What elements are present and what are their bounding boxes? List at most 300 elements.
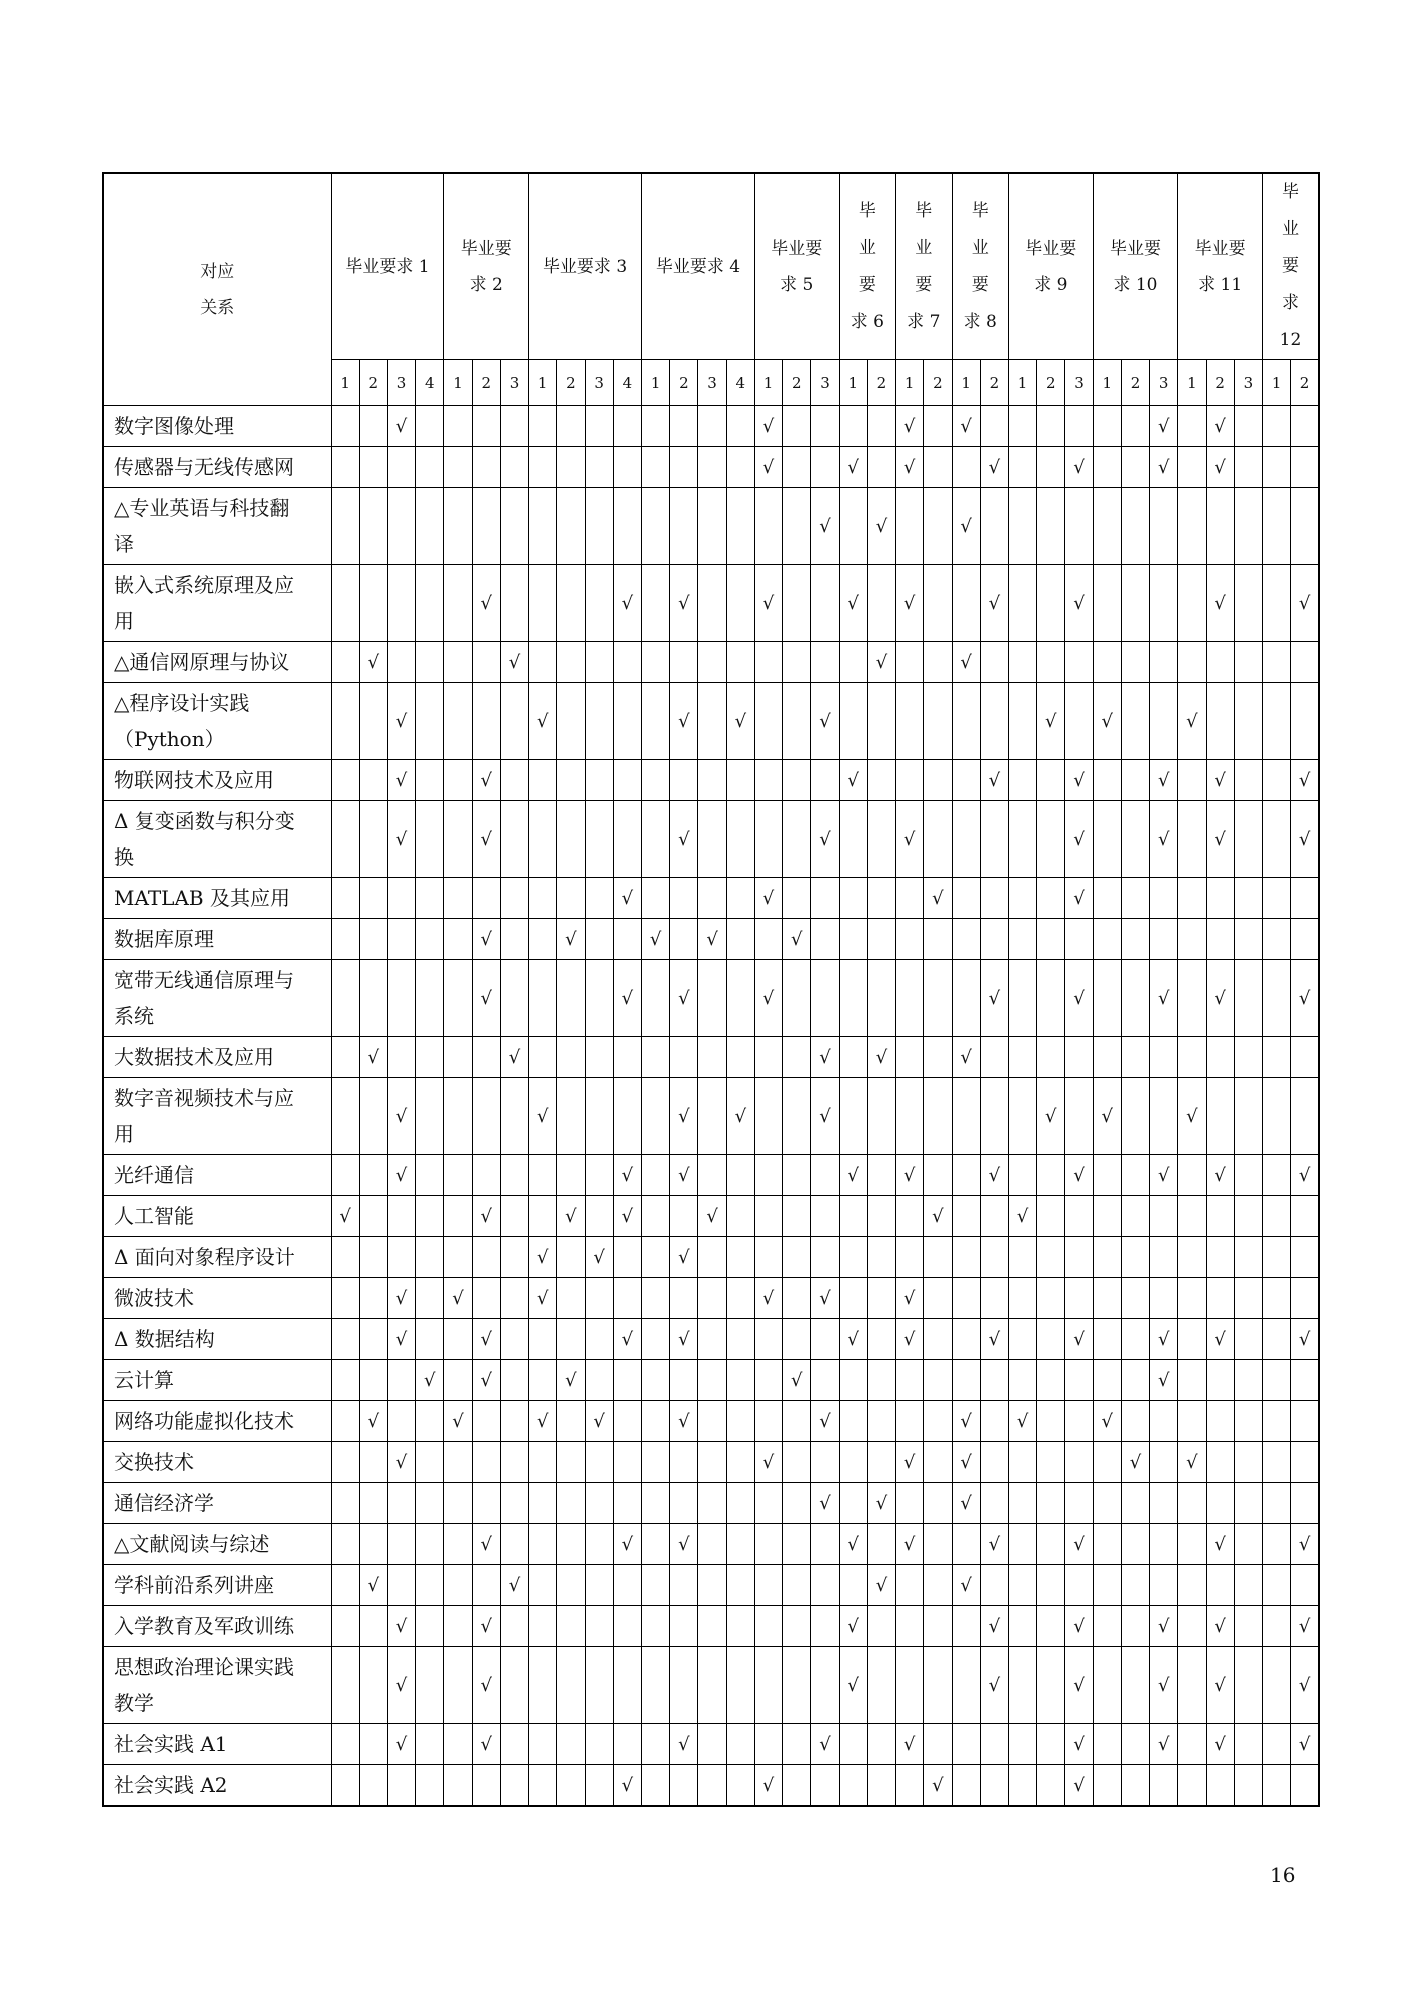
mapping-cell (642, 878, 670, 919)
check-mark: √ (819, 710, 831, 732)
sub-requirement-header: 4 (613, 360, 641, 406)
mapping-cell (472, 1360, 500, 1401)
mapping-cell (1178, 1155, 1206, 1196)
mapping-cell (1121, 1524, 1149, 1565)
mapping-cell (613, 1606, 641, 1647)
mapping-cell (670, 1237, 698, 1278)
mapping-cell (867, 1360, 895, 1401)
check-mark: √ (847, 1615, 859, 1637)
mapping-cell (416, 1278, 444, 1319)
mapping-cell (1008, 1078, 1036, 1155)
mapping-cell (896, 1360, 924, 1401)
mapping-cell (642, 1606, 670, 1647)
mapping-cell (952, 801, 980, 878)
mapping-cell (726, 1319, 754, 1360)
mapping-cell (585, 1565, 613, 1606)
mapping-cell (1121, 1724, 1149, 1765)
mapping-cell (585, 1724, 613, 1765)
mapping-cell (698, 760, 726, 801)
mapping-cell (811, 1483, 839, 1524)
check-mark: √ (395, 415, 408, 437)
mapping-cell (1178, 1606, 1206, 1647)
mapping-cell (472, 878, 500, 919)
mapping-cell (839, 406, 867, 447)
mapping-cell (1121, 801, 1149, 878)
mapping-cell (811, 1360, 839, 1401)
mapping-cell (952, 683, 980, 760)
check-mark: √ (1073, 1615, 1085, 1637)
mapping-cell (1234, 1155, 1262, 1196)
mapping-cell (1206, 1078, 1234, 1155)
mapping-cell (980, 1606, 1008, 1647)
mapping-cell (331, 960, 359, 1037)
check-mark: √ (593, 1410, 605, 1432)
check-mark: √ (988, 1164, 1001, 1186)
mapping-cell (557, 801, 585, 878)
mapping-cell (1234, 878, 1262, 919)
mapping-cell (557, 1524, 585, 1565)
mapping-cell (1206, 447, 1234, 488)
mapping-cell (642, 488, 670, 565)
mapping-cell (1008, 760, 1036, 801)
mapping-cell (670, 683, 698, 760)
mapping-cell (726, 406, 754, 447)
mapping-cell (1178, 1442, 1206, 1483)
mapping-cell (924, 1155, 952, 1196)
mapping-cell (387, 1606, 415, 1647)
course-name-cell: 大数据技术及应用 (103, 1037, 331, 1078)
mapping-cell (1037, 760, 1065, 801)
mapping-cell (1234, 565, 1262, 642)
mapping-cell (783, 1360, 811, 1401)
sub-requirement-header: 3 (811, 360, 839, 406)
mapping-cell (500, 1606, 528, 1647)
requirement-group-header: 毕 业 要 求 7 (896, 173, 952, 360)
check-mark: √ (762, 887, 775, 909)
mapping-cell (811, 960, 839, 1037)
mapping-cell (1262, 1565, 1290, 1606)
mapping-cell (613, 1319, 641, 1360)
mapping-cell (585, 406, 613, 447)
mapping-cell (1121, 406, 1149, 447)
check-mark: √ (1157, 456, 1170, 478)
mapping-cell (1121, 960, 1149, 1037)
check-mark: √ (480, 928, 492, 950)
mapping-cell (754, 683, 782, 760)
mapping-cell (500, 1078, 528, 1155)
mapping-cell (754, 1765, 782, 1807)
mapping-cell (1291, 1237, 1319, 1278)
check-mark: √ (565, 1369, 577, 1391)
mapping-cell (1093, 801, 1121, 878)
mapping-cell (1291, 960, 1319, 1037)
mapping-cell (331, 488, 359, 565)
mapping-cell (416, 1565, 444, 1606)
mapping-cell (642, 919, 670, 960)
mapping-cell (500, 1237, 528, 1278)
mapping-cell (952, 1196, 980, 1237)
check-mark: √ (1073, 987, 1085, 1009)
mapping-cell (1037, 1442, 1065, 1483)
mapping-cell (1008, 1278, 1036, 1319)
mapping-cell (952, 1155, 980, 1196)
mapping-cell (783, 1442, 811, 1483)
mapping-cell (416, 1360, 444, 1401)
mapping-cell (896, 1037, 924, 1078)
course-name-cell: 学科前沿系列讲座 (103, 1565, 331, 1606)
mapping-cell (811, 683, 839, 760)
check-mark: √ (1073, 456, 1085, 478)
mapping-cell (698, 801, 726, 878)
mapping-cell (698, 1606, 726, 1647)
mapping-cell (783, 1606, 811, 1647)
mapping-cell (1093, 565, 1121, 642)
mapping-cell (811, 1155, 839, 1196)
mapping-cell (416, 1078, 444, 1155)
check-mark: √ (508, 1574, 521, 1596)
check-mark: √ (480, 1674, 492, 1696)
mapping-cell (642, 1319, 670, 1360)
mapping-cell (444, 1360, 472, 1401)
mapping-cell (1150, 1765, 1178, 1807)
mapping-cell (557, 1401, 585, 1442)
mapping-cell (1206, 1037, 1234, 1078)
mapping-cell (444, 565, 472, 642)
mapping-cell (444, 642, 472, 683)
mapping-cell (1234, 960, 1262, 1037)
check-mark: √ (847, 1328, 859, 1350)
check-mark: √ (960, 515, 972, 537)
mapping-cell (416, 1196, 444, 1237)
mapping-cell (670, 1278, 698, 1319)
mapping-cell (1291, 642, 1319, 683)
check-mark: √ (1045, 710, 1057, 732)
mapping-cell (1206, 565, 1234, 642)
requirements-matrix-table (102, 172, 1320, 1807)
mapping-cell (754, 760, 782, 801)
mapping-cell (811, 1037, 839, 1078)
check-mark: √ (1157, 1369, 1170, 1391)
mapping-cell (387, 406, 415, 447)
check-mark: √ (480, 1615, 492, 1637)
table-row (103, 1483, 1319, 1524)
mapping-cell (331, 1483, 359, 1524)
mapping-cell (670, 878, 698, 919)
mapping-cell (1008, 1037, 1036, 1078)
mapping-cell (1234, 760, 1262, 801)
mapping-cell (1008, 1765, 1036, 1807)
check-mark: √ (988, 456, 1001, 478)
check-mark: √ (819, 1410, 831, 1432)
table-row (103, 1765, 1319, 1807)
mapping-cell (924, 1606, 952, 1647)
mapping-cell (1065, 1442, 1093, 1483)
mapping-cell (670, 1078, 698, 1155)
mapping-cell (642, 1565, 670, 1606)
check-mark: √ (791, 1369, 803, 1391)
course-name-cell: △程序设计实践 （Python） (103, 683, 331, 760)
check-mark: √ (1214, 769, 1226, 791)
mapping-cell (783, 1765, 811, 1807)
mapping-cell (1037, 1278, 1065, 1319)
mapping-cell (1234, 1319, 1262, 1360)
mapping-cell (698, 1196, 726, 1237)
mapping-cell (1206, 760, 1234, 801)
table-row (103, 1647, 1319, 1724)
mapping-cell (924, 683, 952, 760)
sub-requirement-header: 1 (1262, 360, 1290, 406)
mapping-cell (1234, 1483, 1262, 1524)
mapping-cell (1065, 1319, 1093, 1360)
mapping-cell (557, 1155, 585, 1196)
check-mark: √ (706, 1205, 718, 1227)
mapping-cell (1065, 1278, 1093, 1319)
mapping-cell (444, 919, 472, 960)
mapping-cell (1121, 1196, 1149, 1237)
mapping-cell (867, 760, 895, 801)
mapping-cell (1291, 1606, 1319, 1647)
mapping-cell (1206, 1765, 1234, 1807)
mapping-cell (1234, 1401, 1262, 1442)
mapping-cell (980, 683, 1008, 760)
mapping-cell (642, 406, 670, 447)
mapping-cell (952, 878, 980, 919)
mapping-cell (359, 1724, 387, 1765)
mapping-cell (1121, 878, 1149, 919)
mapping-cell (811, 801, 839, 878)
mapping-cell (1206, 1319, 1234, 1360)
mapping-cell (1178, 878, 1206, 919)
mapping-cell (1093, 1237, 1121, 1278)
mapping-cell (557, 878, 585, 919)
check-mark: √ (1298, 592, 1311, 614)
mapping-cell (1037, 1037, 1065, 1078)
mapping-cell (1093, 1196, 1121, 1237)
mapping-cell (1291, 1483, 1319, 1524)
mapping-cell (952, 1765, 980, 1807)
mapping-cell (585, 565, 613, 642)
mapping-cell (585, 1360, 613, 1401)
mapping-cell (500, 1319, 528, 1360)
mapping-cell (1291, 1724, 1319, 1765)
mapping-cell (924, 447, 952, 488)
check-mark: √ (1073, 828, 1085, 850)
check-mark: √ (903, 456, 916, 478)
check-mark: √ (1298, 1733, 1311, 1755)
mapping-cell (726, 878, 754, 919)
mapping-cell (359, 1647, 387, 1724)
mapping-cell (980, 878, 1008, 919)
mapping-cell (952, 1237, 980, 1278)
check-mark: √ (1073, 592, 1085, 614)
mapping-cell (1037, 683, 1065, 760)
mapping-cell (331, 1319, 359, 1360)
check-mark: √ (988, 592, 1001, 614)
mapping-cell (613, 760, 641, 801)
mapping-cell (1262, 1319, 1290, 1360)
mapping-cell (613, 1401, 641, 1442)
check-mark: √ (819, 1492, 831, 1514)
sub-requirement-header: 1 (754, 360, 782, 406)
mapping-cell (839, 1078, 867, 1155)
mapping-cell (896, 683, 924, 760)
mapping-cell (359, 1196, 387, 1237)
mapping-cell (387, 919, 415, 960)
mapping-cell (642, 760, 670, 801)
check-mark: √ (621, 592, 634, 614)
mapping-cell (896, 1237, 924, 1278)
mapping-cell (331, 1278, 359, 1319)
mapping-cell (1291, 1442, 1319, 1483)
mapping-cell (472, 1483, 500, 1524)
mapping-cell (924, 1078, 952, 1155)
mapping-cell (839, 1565, 867, 1606)
mapping-cell (754, 1724, 782, 1765)
mapping-cell (980, 1524, 1008, 1565)
mapping-cell (359, 1524, 387, 1565)
mapping-cell (896, 1724, 924, 1765)
check-mark: √ (1298, 1615, 1311, 1637)
mapping-cell (754, 919, 782, 960)
mapping-cell (1065, 1078, 1093, 1155)
mapping-cell (754, 801, 782, 878)
mapping-cell (1008, 1606, 1036, 1647)
mapping-cell (1065, 1765, 1093, 1807)
mapping-cell (1291, 1078, 1319, 1155)
mapping-cell (1037, 1237, 1065, 1278)
mapping-cell (1178, 447, 1206, 488)
mapping-cell (416, 488, 444, 565)
mapping-cell (613, 1647, 641, 1724)
mapping-cell (1037, 801, 1065, 878)
mapping-cell (980, 919, 1008, 960)
check-mark: √ (762, 456, 775, 478)
mapping-cell (1178, 1237, 1206, 1278)
sub-requirement-header: 1 (642, 360, 670, 406)
mapping-cell (980, 1565, 1008, 1606)
mapping-cell (416, 1037, 444, 1078)
mapping-cell (387, 1078, 415, 1155)
mapping-cell (444, 1278, 472, 1319)
mapping-cell (1178, 801, 1206, 878)
mapping-cell (585, 1237, 613, 1278)
mapping-cell (585, 960, 613, 1037)
mapping-cell (1262, 801, 1290, 878)
check-mark: √ (480, 987, 492, 1009)
mapping-cell (1121, 1401, 1149, 1442)
mapping-cell (1121, 447, 1149, 488)
mapping-cell (1008, 960, 1036, 1037)
check-mark: √ (1101, 1410, 1113, 1432)
mapping-cell (387, 447, 415, 488)
mapping-cell (1234, 1565, 1262, 1606)
mapping-cell (331, 1401, 359, 1442)
mapping-cell (1262, 683, 1290, 760)
mapping-cell (1291, 1155, 1319, 1196)
check-mark: √ (847, 592, 859, 614)
mapping-cell (1008, 565, 1036, 642)
mapping-cell (1206, 878, 1234, 919)
mapping-cell (1178, 642, 1206, 683)
mapping-cell (811, 1078, 839, 1155)
mapping-cell (726, 1442, 754, 1483)
mapping-cell (980, 1724, 1008, 1765)
mapping-cell (867, 1078, 895, 1155)
mapping-cell (529, 1278, 557, 1319)
check-mark: √ (1298, 828, 1311, 850)
mapping-cell (557, 1278, 585, 1319)
mapping-cell (359, 1155, 387, 1196)
mapping-cell (839, 1724, 867, 1765)
mapping-cell (1150, 1155, 1178, 1196)
mapping-cell (924, 488, 952, 565)
course-name-cell: 交换技术 (103, 1442, 331, 1483)
mapping-cell (867, 1606, 895, 1647)
check-mark: √ (791, 928, 803, 950)
mapping-cell (500, 760, 528, 801)
mapping-cell (1008, 1647, 1036, 1724)
sub-requirement-header: 3 (1150, 360, 1178, 406)
check-mark: √ (960, 1410, 972, 1432)
mapping-cell (980, 1647, 1008, 1724)
mapping-cell (783, 1078, 811, 1155)
mapping-cell (500, 447, 528, 488)
mapping-cell (896, 1647, 924, 1724)
mapping-cell (1178, 1524, 1206, 1565)
mapping-cell (839, 642, 867, 683)
mapping-cell (952, 447, 980, 488)
mapping-cell (444, 1078, 472, 1155)
check-mark: √ (1214, 828, 1226, 850)
mapping-cell (359, 1360, 387, 1401)
mapping-cell (811, 1565, 839, 1606)
mapping-cell (1262, 1442, 1290, 1483)
mapping-cell (331, 801, 359, 878)
check-mark: √ (819, 1046, 831, 1068)
sub-requirement-header: 1 (952, 360, 980, 406)
mapping-cell (642, 447, 670, 488)
mapping-cell (529, 488, 557, 565)
mapping-cell (359, 488, 387, 565)
mapping-cell (387, 1196, 415, 1237)
mapping-cell (1234, 1196, 1262, 1237)
mapping-cell (698, 1524, 726, 1565)
mapping-cell (472, 760, 500, 801)
mapping-cell (613, 1037, 641, 1078)
mapping-cell (1150, 1647, 1178, 1724)
mapping-cell (783, 1565, 811, 1606)
check-mark: √ (988, 769, 1001, 791)
mapping-cell (529, 447, 557, 488)
check-mark: √ (565, 1205, 577, 1227)
mapping-cell (500, 1765, 528, 1807)
mapping-cell (670, 760, 698, 801)
check-mark: √ (367, 1410, 380, 1432)
mapping-cell (359, 642, 387, 683)
mapping-cell (1291, 1401, 1319, 1442)
mapping-cell (811, 760, 839, 801)
mapping-cell (331, 1765, 359, 1807)
check-mark: √ (480, 1205, 492, 1227)
mapping-cell (952, 488, 980, 565)
mapping-cell (896, 406, 924, 447)
mapping-cell (387, 1724, 415, 1765)
check-mark: √ (621, 1328, 634, 1350)
mapping-cell (952, 1078, 980, 1155)
mapping-cell (500, 1401, 528, 1442)
mapping-cell (359, 919, 387, 960)
mapping-cell (1262, 1647, 1290, 1724)
